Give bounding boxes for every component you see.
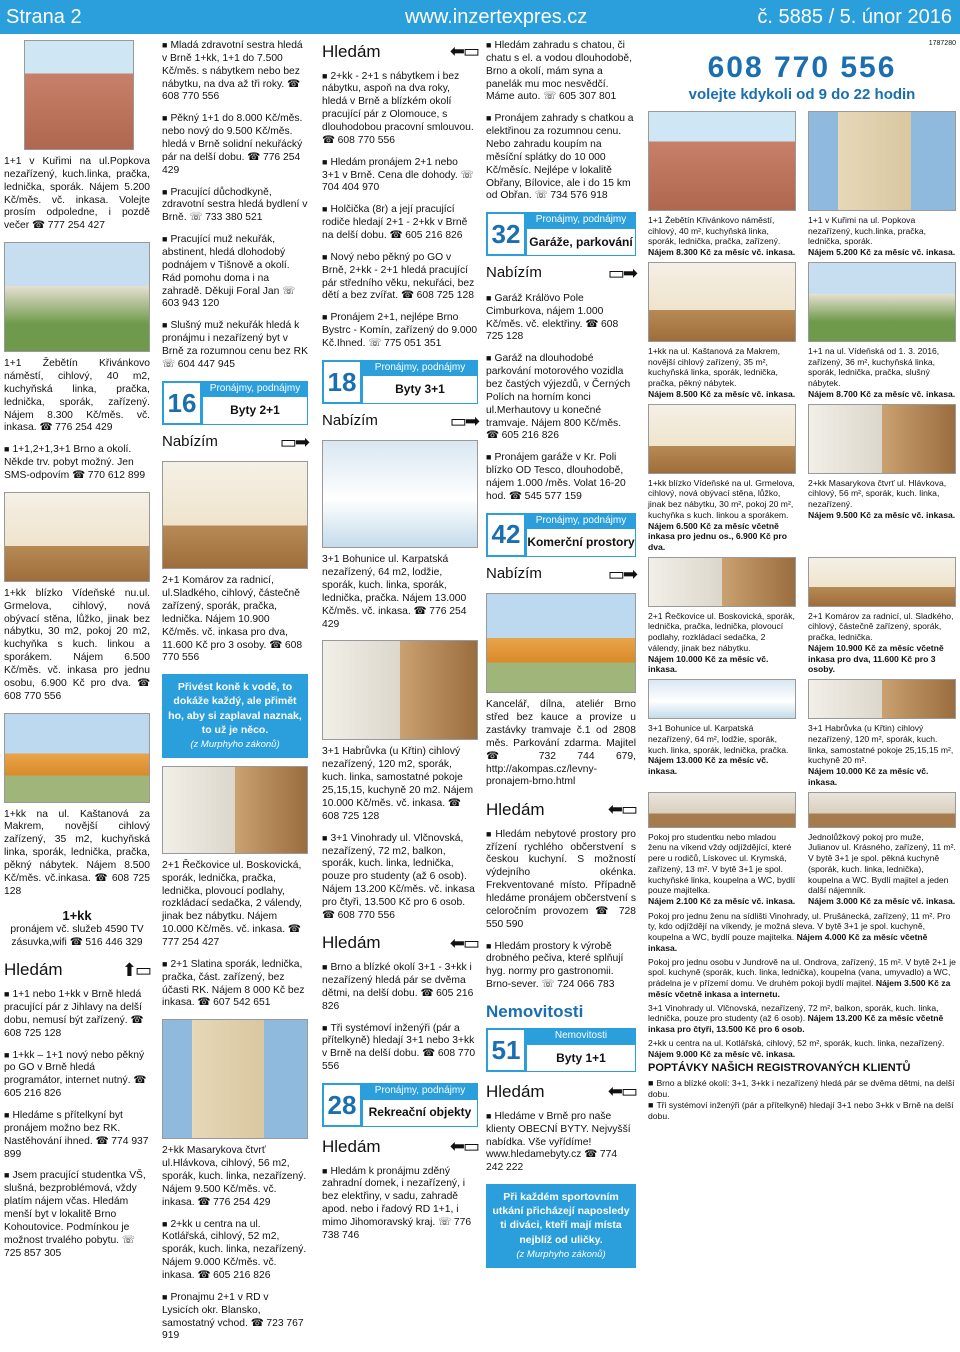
- room-photo: [648, 404, 796, 474]
- category-number: 16: [162, 381, 202, 425]
- heading-label: Nabízím: [486, 564, 542, 582]
- listing-price: Nájem 6.500 Kč za měsíc včetně inkasa pro jednu os., 6.900 Kč pro dva.: [648, 520, 787, 553]
- listing-price: Nájem 8.300 Kč za měsíc vč. inkasa.: [648, 247, 796, 258]
- section-heading: [486, 563, 636, 586]
- section-heading: [322, 1135, 478, 1158]
- listing-text: 1+1 Žebětín Křivánkovo náměstí, cihlový, 40 m², kuchyňská linka, sporák, lednička, pračka, zařízený.: [648, 215, 781, 247]
- ad-text: 1+1 Žebětín Křivánkovo náměstí, cihlový, 40 m2, kuchyňská linka, pračka, lednička, sporák, zařízený. Nájem 8.300 Kč/měs. vč. inkasa. ☎ 776 254 429: [4, 358, 150, 434]
- category-group: Pronájmy, podnájmy: [526, 212, 636, 229]
- ad-text: ■ Hledám zahradu s chatou, či chatu s el. a vodou dlouhodobě, Brno a okolí, mám syna a panelák mu moc nesvědčí. Máme auto. ☏ 605 307 801: [486, 40, 636, 104]
- ad-text: ■ Mladá zdravotní sestra hledá v Brně 1+kk, 1+1 do 7.500 Kč/měs. s nábytkem nebo bez nábytku, na dva až tři roky. ☎ 608 770 556: [162, 40, 308, 104]
- column-2: [162, 40, 308, 1352]
- heading-label: Hledám: [486, 1081, 545, 1101]
- listing-text: 1+kk na ul. Kaštanová za Makrem, novější cihlový zařízený, 35 m², kuchyňská linka, sporák, lednička, pračka, pěkný nábytek.: [648, 345, 781, 389]
- ad-text: 2+1 Řečkovice ul. Boskovická, sporák, lednička, pračka, lednička, plovoucí podlahy, rozkládací sedačka, 2 válendy, jinak bez nábytku. Nájem 10.000 Kč/měs. vč. inkasa. ☎ 777 254 427: [162, 859, 303, 948]
- section-heading: [162, 431, 308, 454]
- ad-text: ■ Hledáme v Brně pro naše klienty OBECNÍ BYTY. Nejvyšší nabídka. Vše vyřídíme! www.hledamebyty.cz ☎ 774 242 222: [486, 1111, 636, 1175]
- listing-text: 2+kk Masarykova čtvrť ul. Hlávkova, cihlový, 56 m², sporák, kuch. linka, nezařízený.: [808, 477, 947, 510]
- quote-source: (z Murphyho zákonů): [516, 1248, 606, 1260]
- listing-price: Nájem 9.000 Kč za měsíc vč. inkasa.: [648, 1048, 796, 1059]
- arrow-icon: ⬅▭: [449, 41, 478, 61]
- listing-text: Pokoj pro jednu osobu v Jundrově na ul. Ondrova, zařízený, 15 m². V bytě 2+1 je spol. kuchyně (sporák, kuch. linka, lednička), koupelna (vana, umyvadlo) a WC, prádelna je v přízemí domu. Ve druhém pokoji bydlí majitel.: [648, 956, 956, 989]
- ad-text: ■ Pronájem 2+1, nejlépe Brno Bystrc - Komín, zařízený do 9.000 Kč.Ihned. ☏ 775 051 351: [322, 312, 478, 351]
- category-number: 28: [322, 1083, 362, 1127]
- ad-text: ■ Hledáme s přítelkyní byt pronájem možno bez RK. Nastěhování ihned. ☎ 774 937 899: [4, 1110, 150, 1161]
- category-group: Pronájmy, podnájmy: [202, 381, 308, 398]
- ad-text: ■ 1+1,2+1,3+1 Brno a okolí. Někde trv. pobyt možný. Jen SMS-odpovím ☎ 770 612 899: [4, 444, 150, 483]
- category-group: Pronájmy, podnájmy: [526, 513, 636, 530]
- ad-text: ■ 2+kk u centra na ul. Kotlářská, cihlový, 52 m2, sporák, kuch. linka, nezařízený. Nájem 9.000 Kč/měs. vč. inkasa. ☎ 605 216 826: [162, 1219, 308, 1283]
- ad-text: ■ Slušný muž nekuřák hledá k pronájmu i nezařízený byt v Brně za rozumnou cenu bez RK ☏ 604 447 945: [162, 320, 308, 371]
- column-1: [4, 40, 150, 1269]
- ad-text: ■ Holčička (8r) a její pracující rodiče hledají 2+1 - 2+kk v Brně na delší dobu. ☎ 605 216 826: [322, 204, 478, 243]
- section-heading: [4, 959, 150, 982]
- room-photo: [808, 792, 956, 828]
- heading-label: Hledám: [4, 960, 63, 980]
- room-listings: [648, 911, 956, 1060]
- section-heading: [486, 798, 636, 821]
- ad-text: ■ Garáž Králövo Pole Cimburkova, nájem 1.000 Kč/měs. vč. elektřiny. ☎ 608 725 128: [486, 293, 636, 344]
- ad-text: 3+1 Habrůvka (u Křtin) cihlový nezařízený, 120 m2, sporák, kuch. linka, samostatné pokoje 25,15,15, kuchyně 20 m2. Nájem 10.000 Kč/měs. vč. inkasa. ☎ 608 725 128: [322, 746, 474, 822]
- listing-text: Pokoj pro studentku nebo mladou ženu na víkend vždy odjíždějící, které pere u rodičů, Lískovec ul. Krymská, zařízený, 13 m². V bytě 3+1 je spol. kuchyňské linka, koupelna a WC, bydlí pouze majitelka.: [648, 831, 796, 896]
- arrow-icon: ▭➡: [279, 431, 308, 452]
- list-item: ■ Tři systémoví inženýři (pár a přítelkyně) hledají 3+1 nebo 3+kk v Brně na delší dobu.: [648, 1100, 956, 1122]
- column-3: [322, 40, 478, 1252]
- arrow-icon: ⬅▭: [449, 1136, 478, 1157]
- arrow-icon: ⬆▭: [121, 959, 150, 980]
- listing-price: Nájem 10.900 Kč za měsíc včetně inkasa pro dva, 11.600 Kč pro 3 osoby.: [808, 642, 944, 675]
- category-group: Pronájmy, podnájmy: [362, 360, 478, 377]
- ad-text: 1+kk na ul. Kaštanová za Makrem, novější cihlový zařízený, 35 m2, kuchyňská linka, sporák, lednička, pračka, pěkný nábytek. Nájem 8.500 Kč/měs. vč.inkasa. ☎ 608 725 128: [4, 808, 150, 897]
- category-label: Byty 3+1: [362, 376, 478, 404]
- ad-text: ■ 2+1 Slatina sporák, lednička, pračka, část. zařízený, bez účasti RK. Nájem 8 000 Kč bez inkasa. ☎ 607 542 651: [162, 959, 308, 1010]
- ad-text: ■ Jsem pracující studentka VŠ, slušná, bezproblémová, vždy platím nájem včas. Hledám menší byt v lokalitě Brno Kohoutovice. Podmínkou je možnost trvalého pobytu. ☏ 725 857 305: [4, 1170, 150, 1260]
- category-label: Komerční prostory: [526, 529, 636, 557]
- listing-price: Nájem 4.000 Kč za měsíc včetně inkasa.: [648, 932, 928, 953]
- ad-text: 3+1 Bohunice ul. Karpatská nezařízený, 64 m2, lodžie, sporák, kuch. linka, sporák, lednička, pračka. Nájem 13.000 Kč/měs. vč. inkasa. ☎ 776 254 429: [322, 554, 467, 630]
- quote-box: [486, 1184, 636, 1268]
- listing-price: Nájem 2.100 Kč za měsíc vč. inkasa.: [648, 895, 796, 906]
- listing-text: 2+1 Řečkovice ul. Boskovická, sporák, lednička, pračka, lednička, plovoucí podlahy, rozkládací sedačka, 2 válendy, jinak bez nábytku.: [648, 610, 795, 653]
- listing-text: Jednolůžkový pokoj pro muže, Julianov ul. Krásného, zařízený, 11 m². V bytě 3+1 je spol. pěkná kuchyně (sporák, kuch. linka, lednička), koupelna a WC. Bydlí majitel a jeden další nájemník.: [808, 831, 956, 896]
- arrow-icon: ▭➡: [607, 263, 636, 284]
- category-box: [322, 1083, 478, 1127]
- category-group: Pronájmy, podnájmy: [362, 1083, 478, 1100]
- section-heading: [322, 40, 478, 63]
- category-box: [486, 212, 636, 256]
- category-group: Nemovitosti: [526, 1028, 636, 1045]
- category-label: Byty 2+1: [202, 397, 308, 425]
- listing-price: Nájem 3.000 Kč za měsíc vč. inkasa.: [808, 895, 956, 906]
- ad-text: 1+kk blízko Vídeňské nu.ul. Grmelova, cihlový, nová obývací stěna, lůžko, jinak bez nábytku, 30 m2, pokoj 20 m2, kuchyňka s kuch. linkou a sporákem. Nájem 6.500 Kč/měs. vč. inkasa pro jednu osobu, 6.900 Kč pro dva. ☎ 608 770 556: [4, 587, 150, 702]
- listing-text: Pokoj pro jednu ženu na sídlišti Vinohrady, ul. Prušánecká, zařízený, 11 m². Pro ty, kdo odjíždějí na víkendy, je možná sleva. V bytě 3+1 je spol. kuchyně, koupelna a WC, bydlí pouze majitelka.: [648, 910, 951, 943]
- ad-text: Kancelář, dílna, ateliér Brno střed bez kauce a provize u zastávky tramvaje č.1 od 2808 měs. Parkování zdarma. Majitel ☎ 732 744 679, http://akompas.cz/levny-pronajem-brno.html: [486, 699, 636, 788]
- heading-label: Nabízím: [322, 411, 378, 429]
- section-title: Nemovitosti: [486, 1002, 584, 1022]
- bathroom-photo: [322, 440, 478, 548]
- column-4: [486, 40, 636, 1276]
- category-box: [162, 381, 308, 425]
- listing-price: Nájem 9.500 Kč za měsíc vč. inkasa.: [808, 509, 956, 520]
- arrow-icon: ⬅▭: [607, 1081, 636, 1102]
- room-photo: [648, 262, 796, 342]
- ad-text: ■ Pracující muž nekuřák, abstinent, hledá dlohodobý podnájem v Tišnově a okolí. Rád pomohu doma i na zahradě. Děkuji Foral Jan ☏ 603 943 120: [162, 234, 308, 311]
- listing-text: 1+1 v Kuřimi na ul. Popkova nezařízený, kuch.linka, pračka, lednička, sporák.: [808, 215, 926, 247]
- ad-text: ■ Pronajmu 2+1 v RD v Lysicích okr. Blansko, samostatný vchod. ☎ 723 767 919: [162, 1292, 308, 1343]
- heading-label: Hledám: [322, 1136, 381, 1156]
- category-number: 51: [486, 1028, 526, 1072]
- page-number: Strana 2: [6, 6, 82, 28]
- building-photo: [162, 1019, 308, 1139]
- ad-text: ■ 1+1 nebo 1+kk v Brně hledá pracující pár z Jihlavy na delší dobu, nemusí být zařízený. ☎ 608 725 128: [4, 989, 150, 1040]
- listing-price: Nájem 10.000 Kč za měsíc vč. inkasa.: [648, 653, 769, 675]
- ad-text: ■ Nový nebo pěkný po GO v Brně, 2+kk - 2+1 hledá pracující pár středního věku, nekuřáci, bez dětí a bez zvířat. ☎ 608 725 128: [322, 252, 478, 303]
- ad-text: ■ Brno a blízké okolí 3+1 - 3+kk i nezařízený hledá pár se dvěma dětmi, na delší dobu. ☎ 605 216 826: [322, 962, 478, 1013]
- list-item: ■ Brno a blízké okolí: 3+1, 3+kk i nezařízený hledá pár se dvěma dětmi, na delší dobu.: [648, 1078, 956, 1100]
- ad-text: ■ Tři systémoví inženýři (pár a přítelkyně) hledají 3+1 nebo 3+kk v Brně na delší dobu. ☎ 608 770 556: [322, 1023, 478, 1074]
- heading-label: Nabízím: [486, 264, 542, 282]
- ad-text: ■ Garáž na dlouhodobé parkování motorového vozidla bez častých výjezdů, v Černých Polích na horním konci ul.Merhautovy u konečné tramvaje. Nájem 800 Kč/měs. ☎ 605 216 826: [486, 353, 636, 443]
- building-photo: [648, 111, 796, 211]
- listing-price: Nájem 5.200 Kč za měsíc vč. inkasa.: [808, 247, 956, 258]
- section-heading: [486, 1080, 636, 1103]
- building-photo: [24, 40, 134, 150]
- quote-text: Při každém sportovním utkání přicházejí naposledy ti diváci, kteří mají místa nejblíž od uličky.: [492, 1191, 630, 1246]
- category-label: Garáže, parkování: [526, 229, 636, 257]
- quote-source: (z Murphyho zákonů): [190, 738, 280, 750]
- listing-price: Nájem 10.000 Kč za měsíc vč. inkasa.: [808, 766, 929, 787]
- list-item: [648, 957, 956, 1000]
- arrow-icon: ⬅▭: [607, 799, 636, 820]
- list-item: [648, 1003, 956, 1035]
- ad-text: ■ Pracující důchodkyně, zdravotní sestra hledá bydlení v Brně. ☏ 733 380 521: [162, 187, 308, 226]
- kitchen-photo: [162, 766, 308, 854]
- bathroom-photo: [648, 679, 796, 719]
- ad-text: ■ 1+kk – 1+1 nový nebo pěkný po GO v Brně hledá programátor, internet nutný. ☎ 605 216 826: [4, 1050, 150, 1101]
- ad-text: ■ Hledám k pronájmu zděný zahradní domek, i nezařízený, i bez elektřiny, v sadu, zahradě apod. nebo i řadový RD 1+1, i mimo Jihomoravský kraj. ☏ 776 738 746: [322, 1166, 478, 1243]
- category-box: [322, 360, 478, 404]
- section-heading: [322, 932, 478, 955]
- ad-title: 1+kk: [62, 907, 92, 923]
- listing-price: Nájem 8.500 Kč za měsíc vč. inkasa.: [648, 388, 796, 399]
- building-photo: [4, 242, 150, 352]
- heading-label: Hledám: [486, 799, 545, 819]
- kitchen-photo: [648, 557, 796, 607]
- kitchen-photo: [808, 404, 956, 474]
- arrow-icon: ▭➡: [607, 563, 636, 584]
- kitchen-photo: [322, 640, 478, 740]
- kitchen-photo: [808, 679, 956, 719]
- section-heading: [322, 410, 478, 433]
- room-photo: [808, 557, 956, 607]
- site-url[interactable]: www.inzertexpres.cz: [405, 6, 588, 28]
- arrow-icon: ▭➡: [449, 410, 478, 431]
- room-photo: [648, 792, 796, 828]
- page-header: [0, 0, 960, 34]
- ad-id: 1787280: [928, 40, 956, 47]
- quote-text: Přivést koně k vodě, to dokáže každý, ale přimět ho, aby si zaplaval naznak, to už je něco.: [168, 681, 302, 736]
- ad-text: ■ Pěkný 1+1 do 8.000 Kč/měs. nebo nový do 9.500 Kč/měs. hledá v Brně solidní nekuřácký pár na delší dobu. ☎ 776 254 429: [162, 113, 308, 177]
- ad-text: 1+1 v Kuřimi na ul.Popkova nezařízený, kuch.linka, pračka, lednička, sporák. Nájem 5.200 Kč/měs. vč. inkasa. Volejte prosím odpoledne, i pozdě večer ☎ 777 254 427: [4, 156, 150, 232]
- building-photo: [486, 593, 636, 693]
- building-photo: [808, 262, 956, 342]
- list-item: [648, 1038, 956, 1059]
- listing-text: 3+1 Bohunice ul. Karpatská nezařízený, 64 m², lodžie, sporák, kuch. linka, sporák, lednička, pračka.: [648, 723, 789, 755]
- ad-text: ■ Hledám nebytové prostory pro zřízení rychlého občerstvení s českou kuchyní. S možností výdejního okénka. Frekventované místo. Případně hledáme pronájem občerstvení s celoročním provozem ☎ 728 550 590: [486, 829, 636, 932]
- building-photo: [4, 713, 150, 803]
- ad-text: ■ Hledám pronájem 2+1 nebo 3+1 v Brně. Cena dle dohody. ☏ 704 404 970: [322, 157, 478, 196]
- list-item: [648, 911, 956, 954]
- building-photo: [808, 111, 956, 211]
- agency-block: [648, 40, 956, 1122]
- listing-price: Nájem 13.200 Kč za měsíc včetně inkasa pro čtyři, 13.500 Kč pro 6 osob.: [648, 1013, 944, 1035]
- ad-text: ■ Pronájem garáže v Kr. Poli blízko OD Tesco, dlouhodobě, nájem 1.000 /měs. Volat 16-20 hod. ☎ 545 577 159: [486, 452, 636, 503]
- heading-label: Nabízím: [162, 432, 218, 450]
- category-label: Byty 1+1: [526, 1045, 636, 1073]
- issue-info: č. 5885 / 5. únor 2016: [757, 6, 952, 28]
- room-photo: [162, 461, 308, 569]
- arrow-icon: ⬅▭: [449, 932, 478, 953]
- listing-text: 2+1 Komárov za radnicí, ul. Sladkého, cihlový, částečně zařízený, sporák, pračka, lednička.: [808, 610, 954, 643]
- ad-text: ■ Hledám prostory k výrobě drobného pečiva, které splňují hyg. normy pro gastronomii. Brno-sever. ☏ 724 066 783: [486, 941, 636, 992]
- listing-price: Nájem 13.000 Kč za měsíc vč. inkasa.: [648, 755, 769, 777]
- listing-text: 3+1 Vinohrady ul. Vlčnovská, nezařízený, 72 m², balkon, sporák, kuch. linka, lednička, pouze pro studenty (až 6 osob).: [648, 1002, 939, 1024]
- ad-text: 2+kk Masarykova čtvrť ul.Hlávkova, cihlový, 56 m2, sporák, kuch. linka, nezařízený. Nájem 9.500 Kč/měs. vč. inkasa. ☎ 776 254 429: [162, 1145, 307, 1208]
- room-photo: [4, 492, 150, 582]
- listing-price: Nájem 8.700 Kč za měsíc vč. inkasa.: [808, 388, 956, 399]
- listing-text: 1+kk blízko Vídeňské na ul. Grmelova, cihlový, nová obývací stěna, lůžko, jinak bez nábytku, 30 m², pokoj 20 m², kuchyňka s kuch. linkou a sporákem.: [648, 477, 795, 520]
- listing-price: Nájem 3.500 Kč za měsíc včetně inkasa a internetu.: [648, 978, 951, 999]
- category-number: 18: [322, 360, 362, 404]
- section-heading: [486, 262, 636, 285]
- listing-text: 2+kk u centra na ul. Kotlářská, cihlový, 52 m², sporák, kuch. linka, nezařízený.: [648, 1037, 945, 1048]
- category-box: [486, 513, 636, 557]
- ad-text: ■ 3+1 Vinohrady ul. Vlčnovská, nezařízený, 72 m2, balkon, sporák, kuch. linka, lednička, pouze pro studenty (až 6 osob). Nájem 13.200 Kč/měs. vč. inkasa pro čtyři, 13.500 Kč pro 6 osob. ☎ 608 770 556: [322, 833, 478, 923]
- ad-text: pronájem vč. služeb 4590 TV zásuvka,wifi ☎ 516 446 329: [10, 923, 144, 948]
- listing-text: 1+1 na ul. Vídeňská od 1. 3. 2016, zařízený, 36 m², kuchyňská linka, sporák, lednička, pračka, slušný nábytek.: [808, 345, 940, 389]
- heading-label: Hledám: [322, 933, 381, 953]
- category-label: Rekreační objekty: [362, 1100, 478, 1128]
- quote-box: [162, 674, 308, 758]
- ad-text: 2+1 Komárov za radnicí, ul.Sladkého, cihlový, částečně zařízený, sporák, pračka, lednička. Nájem 10.900 Kč/měs. vč. inkasa pro dva, 11.600 Kč pro 3 osoby. ☎ 608 770 556: [162, 575, 303, 664]
- agency-tagline: volejte kdykoli od 9 do 22 hodin: [688, 86, 916, 104]
- category-box: [486, 1028, 636, 1072]
- poptavky-title: POPTÁVKY NAŠICH REGISTROVANÝCH KLIENTŮ: [648, 1062, 911, 1075]
- ad-text: ■ 2+kk - 2+1 s nábytkem i bez nábytku, aspoň na dva roky, hledá v Brně a blízkém okolí pracující pár z Olomouce, s dlouhodobou pracovní smlouvou. ☎ 608 770 556: [322, 71, 478, 148]
- agency-phone[interactable]: 608 770 556: [707, 50, 897, 84]
- category-number: 42: [486, 513, 526, 557]
- category-number: 32: [486, 212, 526, 256]
- heading-label: Hledám: [322, 41, 381, 61]
- ad-text: ■ Pronájem zahrady s chatkou a elektřinou za rozumnou cenu. Nebo zahradu koupím na měsíční splátky do 10 000 Kč/měsíc. Nejlépe v lokalitě Obřany, Bílovice, ale i do 15 km od Obřan. ☏ 734 576 918: [486, 113, 636, 203]
- listing-text: 3+1 Habrůvka (u Křtin) cihlový nezařízený, 120 m², sporák, kuch. linka, samostatné pokoje 25,15,15 m², kuchyně 20 m².: [808, 723, 954, 766]
